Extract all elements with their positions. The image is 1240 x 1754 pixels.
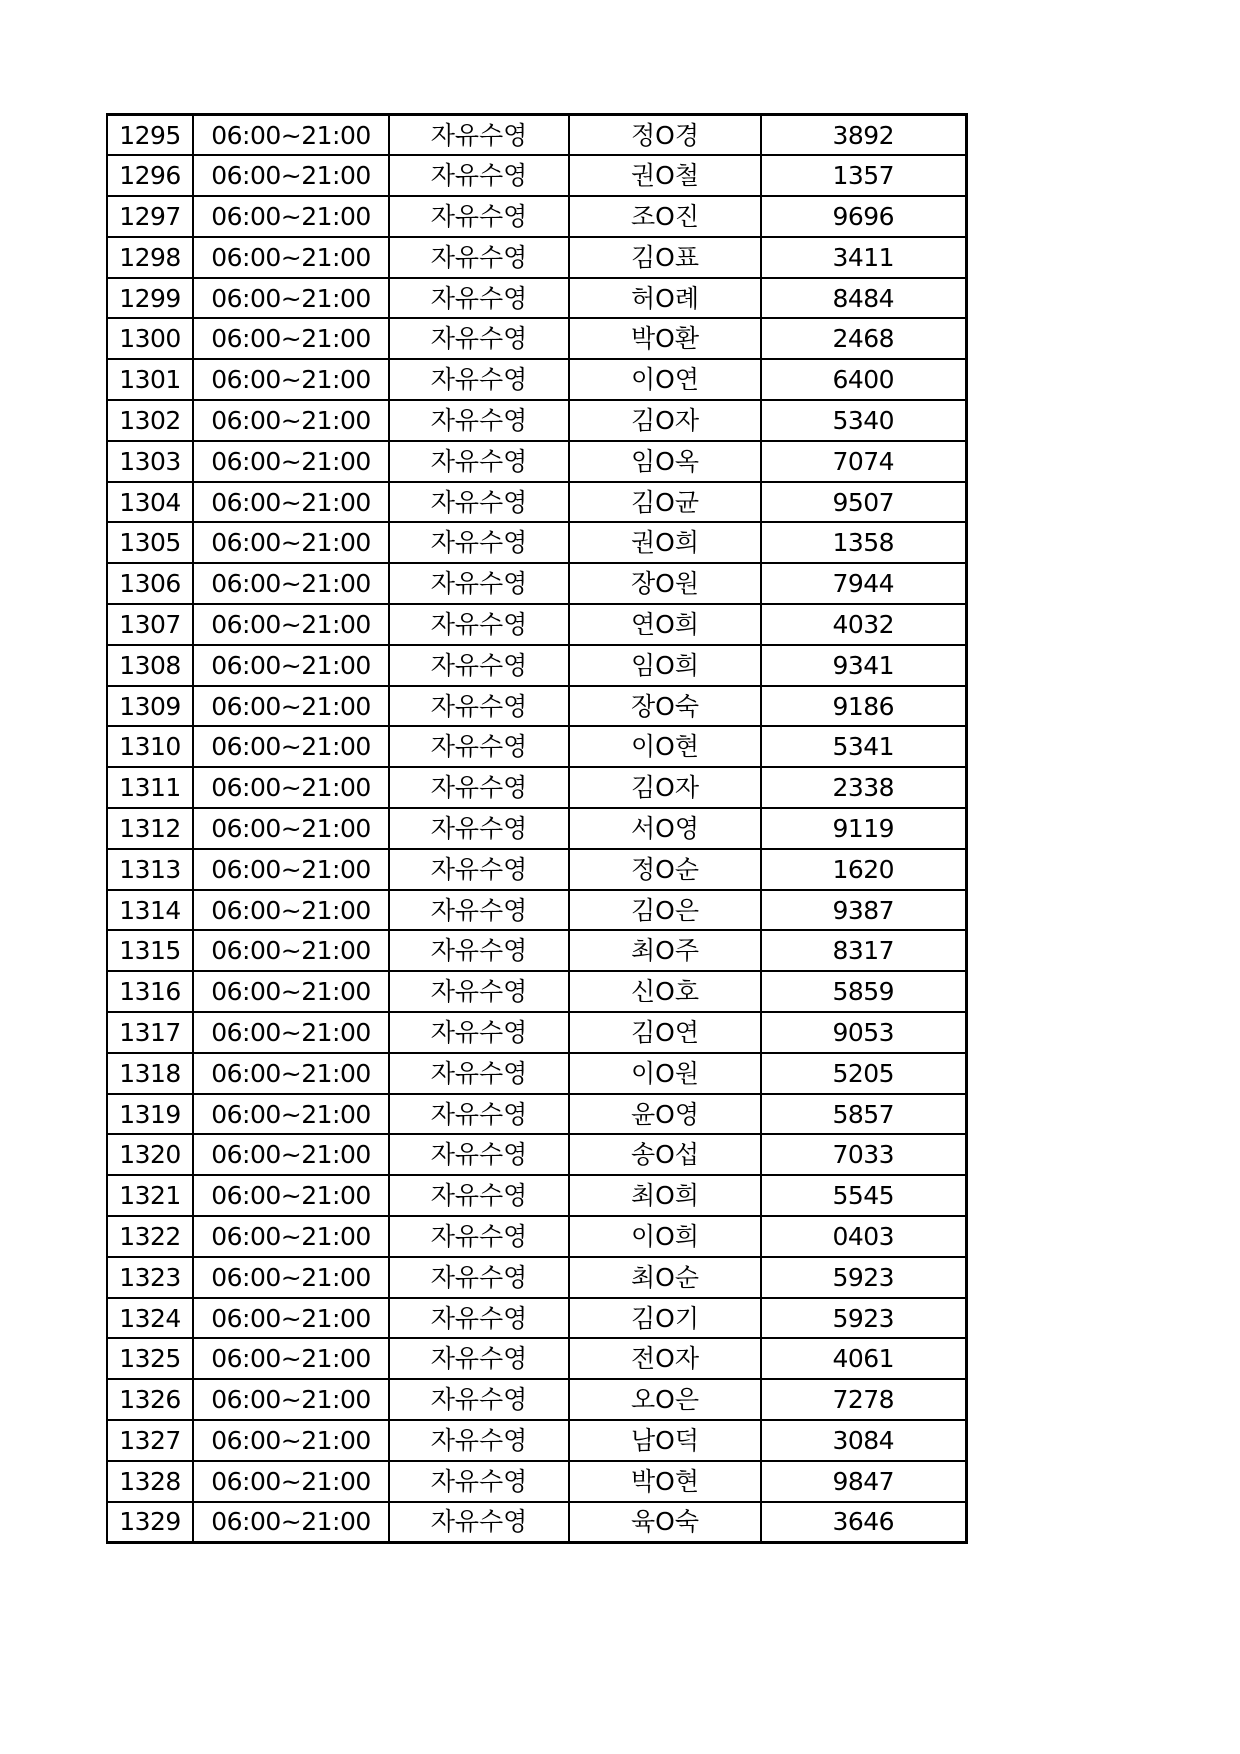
cell-code: 7074	[761, 441, 966, 482]
cell-name: 조O진	[569, 196, 761, 237]
cell-code: 5857	[761, 1094, 966, 1135]
cell-program: 자유수영	[389, 1298, 569, 1339]
cell-number: 1322	[107, 1216, 193, 1257]
table-row	[107, 522, 966, 563]
cell-code: 2338	[761, 767, 966, 808]
cell-name: 연O희	[569, 604, 761, 645]
table-row	[107, 482, 966, 523]
cell-name: 이O희	[569, 1216, 761, 1257]
cell-number: 1328	[107, 1461, 193, 1502]
cell-number: 1329	[107, 1502, 193, 1543]
cell-number: 1312	[107, 808, 193, 849]
registration-table-body	[107, 115, 966, 1543]
cell-program: 자유수영	[389, 359, 569, 400]
table-row	[107, 1338, 966, 1379]
cell-program: 자유수영	[389, 604, 569, 645]
cell-number: 1309	[107, 686, 193, 727]
cell-program: 자유수영	[389, 155, 569, 196]
cell-number: 1326	[107, 1379, 193, 1420]
cell-number: 1301	[107, 359, 193, 400]
cell-name: 최O주	[569, 930, 761, 971]
table-row	[107, 1502, 966, 1543]
cell-program: 자유수영	[389, 237, 569, 278]
cell-name: 오O은	[569, 1379, 761, 1420]
cell-number: 1308	[107, 645, 193, 686]
cell-time: 06:00~21:00	[193, 237, 389, 278]
cell-code: 1620	[761, 849, 966, 890]
cell-time: 06:00~21:00	[193, 1012, 389, 1053]
cell-name: 김O표	[569, 237, 761, 278]
registration-table	[106, 113, 968, 1544]
table-row	[107, 359, 966, 400]
table-row	[107, 808, 966, 849]
cell-name: 전O자	[569, 1338, 761, 1379]
cell-number: 1302	[107, 400, 193, 441]
table-row	[107, 155, 966, 196]
cell-program: 자유수영	[389, 278, 569, 319]
cell-time: 06:00~21:00	[193, 767, 389, 808]
cell-name: 남O덕	[569, 1420, 761, 1461]
table-row	[107, 115, 966, 156]
cell-name: 박O환	[569, 318, 761, 359]
cell-code: 9387	[761, 890, 966, 931]
table-row	[107, 196, 966, 237]
table-row	[107, 686, 966, 727]
cell-number: 1320	[107, 1134, 193, 1175]
table-row	[107, 767, 966, 808]
cell-code: 9119	[761, 808, 966, 849]
cell-code: 9053	[761, 1012, 966, 1053]
cell-program: 자유수영	[389, 645, 569, 686]
cell-number: 1313	[107, 849, 193, 890]
cell-program: 자유수영	[389, 808, 569, 849]
cell-code: 1358	[761, 522, 966, 563]
cell-program: 자유수영	[389, 849, 569, 890]
cell-program: 자유수영	[389, 1134, 569, 1175]
cell-number: 1323	[107, 1257, 193, 1298]
cell-number: 1321	[107, 1175, 193, 1216]
table-row	[107, 441, 966, 482]
cell-time: 06:00~21:00	[193, 1461, 389, 1502]
cell-time: 06:00~21:00	[193, 1338, 389, 1379]
cell-time: 06:00~21:00	[193, 155, 389, 196]
cell-number: 1305	[107, 522, 193, 563]
cell-time: 06:00~21:00	[193, 1502, 389, 1543]
cell-time: 06:00~21:00	[193, 400, 389, 441]
cell-program: 자유수영	[389, 1420, 569, 1461]
cell-time: 06:00~21:00	[193, 1094, 389, 1135]
cell-code: 7033	[761, 1134, 966, 1175]
cell-number: 1295	[107, 115, 193, 156]
cell-number: 1299	[107, 278, 193, 319]
cell-time: 06:00~21:00	[193, 563, 389, 604]
cell-time: 06:00~21:00	[193, 686, 389, 727]
cell-program: 자유수영	[389, 1379, 569, 1420]
cell-code: 4061	[761, 1338, 966, 1379]
table-row	[107, 1298, 966, 1339]
cell-number: 1325	[107, 1338, 193, 1379]
cell-code: 5923	[761, 1298, 966, 1339]
cell-name: 최O순	[569, 1257, 761, 1298]
cell-time: 06:00~21:00	[193, 482, 389, 523]
cell-code: 9186	[761, 686, 966, 727]
table-row	[107, 849, 966, 890]
cell-number: 1297	[107, 196, 193, 237]
cell-name: 임O희	[569, 645, 761, 686]
cell-time: 06:00~21:00	[193, 278, 389, 319]
cell-name: 육O숙	[569, 1502, 761, 1543]
cell-number: 1296	[107, 155, 193, 196]
cell-number: 1317	[107, 1012, 193, 1053]
cell-code: 5340	[761, 400, 966, 441]
cell-code: 5859	[761, 971, 966, 1012]
cell-program: 자유수영	[389, 1094, 569, 1135]
cell-program: 자유수영	[389, 971, 569, 1012]
cell-code: 9847	[761, 1461, 966, 1502]
cell-number: 1315	[107, 930, 193, 971]
table-row	[107, 890, 966, 931]
cell-name: 김O기	[569, 1298, 761, 1339]
cell-name: 김O연	[569, 1012, 761, 1053]
cell-time: 06:00~21:00	[193, 1379, 389, 1420]
cell-code: 3411	[761, 237, 966, 278]
cell-name: 권O희	[569, 522, 761, 563]
cell-number: 1319	[107, 1094, 193, 1135]
cell-time: 06:00~21:00	[193, 971, 389, 1012]
cell-program: 자유수영	[389, 1461, 569, 1502]
cell-code: 3892	[761, 115, 966, 156]
cell-time: 06:00~21:00	[193, 441, 389, 482]
cell-code: 7278	[761, 1379, 966, 1420]
cell-time: 06:00~21:00	[193, 1053, 389, 1094]
cell-time: 06:00~21:00	[193, 930, 389, 971]
cell-name: 정O경	[569, 115, 761, 156]
cell-code: 7944	[761, 563, 966, 604]
cell-name: 윤O영	[569, 1094, 761, 1135]
cell-time: 06:00~21:00	[193, 1175, 389, 1216]
table-row	[107, 1012, 966, 1053]
cell-program: 자유수영	[389, 115, 569, 156]
cell-name: 장O숙	[569, 686, 761, 727]
cell-name: 최O희	[569, 1175, 761, 1216]
cell-code: 5205	[761, 1053, 966, 1094]
cell-number: 1318	[107, 1053, 193, 1094]
table-row	[107, 726, 966, 767]
cell-program: 자유수영	[389, 318, 569, 359]
table-row	[107, 318, 966, 359]
cell-time: 06:00~21:00	[193, 849, 389, 890]
cell-code: 5923	[761, 1257, 966, 1298]
cell-time: 06:00~21:00	[193, 1298, 389, 1339]
cell-code: 8317	[761, 930, 966, 971]
cell-number: 1303	[107, 441, 193, 482]
cell-program: 자유수영	[389, 1175, 569, 1216]
cell-code: 3646	[832, 1507, 895, 1537]
cell-code: 2468	[761, 318, 966, 359]
table-row	[107, 237, 966, 278]
cell-name: 김O자	[569, 400, 761, 441]
cell-program: 자유수영	[389, 482, 569, 523]
cell-time: 06:00~21:00	[193, 115, 389, 156]
cell-name: 이O현	[569, 726, 761, 767]
cell-time: 06:00~21:00	[193, 890, 389, 931]
cell-name: 김O은	[569, 890, 761, 931]
cell-time: 06:00~21:00	[193, 1216, 389, 1257]
cell-name: 권O철	[569, 155, 761, 196]
cell-code: 5545	[761, 1175, 966, 1216]
cell-name: 장O원	[569, 563, 761, 604]
table-row	[107, 604, 966, 645]
cell-code: 5341	[761, 726, 966, 767]
cell-program: 자유수영	[389, 1502, 569, 1543]
cell-program: 자유수영	[389, 522, 569, 563]
table-row	[107, 971, 966, 1012]
cell-number: 1300	[107, 318, 193, 359]
cell-program: 자유수영	[389, 1216, 569, 1257]
cell-number: 1327	[107, 1420, 193, 1461]
cell-program: 자유수영	[389, 767, 569, 808]
cell-time: 06:00~21:00	[193, 604, 389, 645]
table-row	[107, 1053, 966, 1094]
table-row	[107, 1134, 966, 1175]
cell-name: 이O연	[569, 359, 761, 400]
cell-time: 06:00~21:00	[193, 1257, 389, 1298]
table-row	[107, 1420, 966, 1461]
cell-program: 자유수영	[389, 1338, 569, 1379]
cell-program: 자유수영	[389, 196, 569, 237]
cell-time: 06:00~21:00	[193, 808, 389, 849]
table-row	[107, 645, 966, 686]
cell-time: 06:00~21:00	[193, 1134, 389, 1175]
cell-time: 06:00~21:00	[193, 522, 389, 563]
cell-name: 박O현	[569, 1461, 761, 1502]
cell-program: 자유수영	[389, 930, 569, 971]
cell-code: 9341	[761, 645, 966, 686]
cell-name: 허O례	[569, 278, 761, 319]
table-row	[107, 278, 966, 319]
cell-number: 1304	[107, 482, 193, 523]
cell-name: 서O영	[569, 808, 761, 849]
cell-number: 1324	[107, 1298, 193, 1339]
table-row	[107, 1379, 966, 1420]
table-row	[107, 563, 966, 604]
cell-program: 자유수영	[389, 1012, 569, 1053]
cell-name: 송O섭	[569, 1134, 761, 1175]
cell-time: 06:00~21:00	[193, 196, 389, 237]
cell-program: 자유수영	[389, 890, 569, 931]
cell-code: 0403	[761, 1216, 966, 1257]
cell-time: 06:00~21:00	[193, 318, 389, 359]
cell-program: 자유수영	[389, 563, 569, 604]
table-row	[107, 1094, 966, 1135]
cell-code: 4032	[761, 604, 966, 645]
cell-program: 자유수영	[389, 441, 569, 482]
cell-code: 3084	[761, 1420, 966, 1461]
cell-time: 06:00~21:00	[193, 1420, 389, 1461]
cell-name: 이O원	[569, 1053, 761, 1094]
cell-time: 06:00~21:00	[193, 645, 389, 686]
cell-name: 임O옥	[569, 441, 761, 482]
cell-number: 1307	[107, 604, 193, 645]
cell-code: 1357	[761, 155, 966, 196]
cell-program: 자유수영	[389, 686, 569, 727]
table-row	[107, 1216, 966, 1257]
table-row	[107, 1257, 966, 1298]
cell-number: 1314	[107, 890, 193, 931]
cell-name: 정O순	[569, 849, 761, 890]
table-row	[107, 1461, 966, 1502]
cell-code: 6400	[761, 359, 966, 400]
cell-name: 김O균	[569, 482, 761, 523]
cell-program: 자유수영	[389, 1053, 569, 1094]
cell-number: 1298	[107, 237, 193, 278]
cell-number: 1316	[107, 971, 193, 1012]
cell-number: 1310	[107, 726, 193, 767]
cell-code: 9696	[761, 196, 966, 237]
cell-code: 8484	[761, 278, 966, 319]
cell-number: 1311	[107, 767, 193, 808]
cell-name: 김O자	[569, 767, 761, 808]
table-row	[107, 930, 966, 971]
cell-program: 자유수영	[389, 1257, 569, 1298]
table-row	[107, 1175, 966, 1216]
cell-time: 06:00~21:00	[193, 359, 389, 400]
table-row	[107, 400, 966, 441]
cell-program: 자유수영	[389, 400, 569, 441]
cell-code: 9507	[761, 482, 966, 523]
cell-time: 06:00~21:00	[193, 726, 389, 767]
cell-number: 1306	[107, 563, 193, 604]
cell-name: 신O호	[569, 971, 761, 1012]
cell-program: 자유수영	[389, 726, 569, 767]
